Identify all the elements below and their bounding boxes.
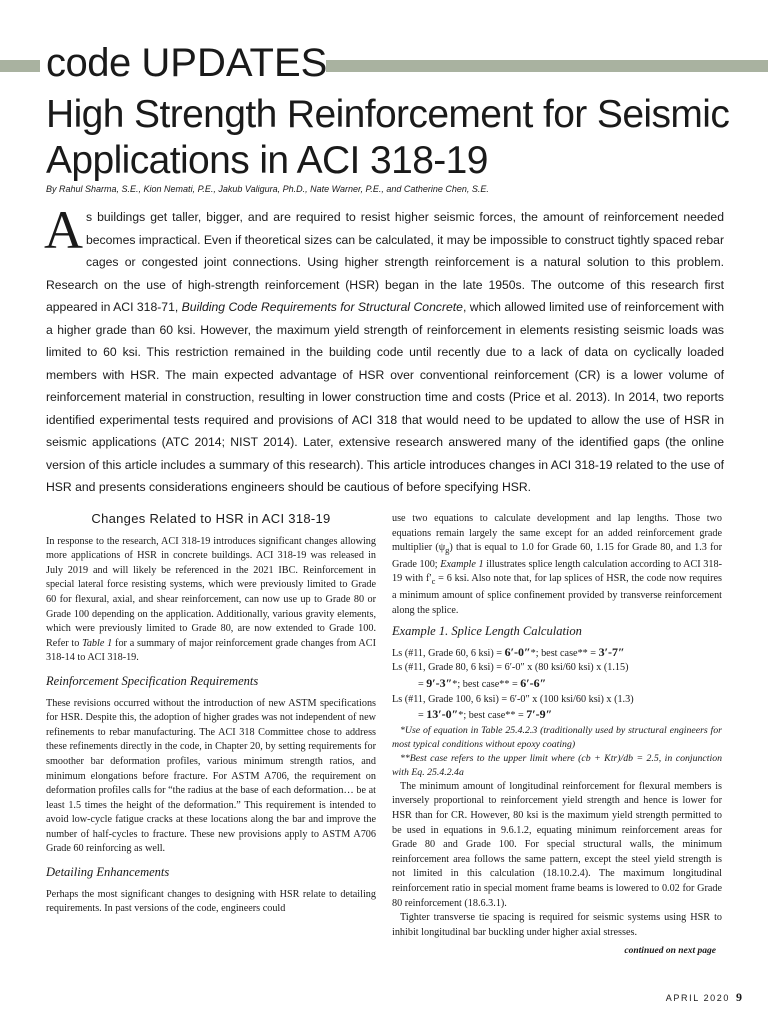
eq3-result: 13′-0″ — [426, 707, 459, 722]
equation-grade-80: Ls (#11, Grade 80, 6 ksi) = 6′-0″ x (80 ksi/60 ksi) x (1.15) — [392, 662, 629, 674]
eq1-best-label: *; best case** = — [530, 647, 599, 659]
eq2-equals: = — [418, 679, 427, 690]
left-paragraph-3: Perhaps the most significant changes to designing with HSR relate to detailing requirements. In past versions of the code, engineers could — [46, 888, 376, 915]
equation-grade-60 — [392, 645, 722, 662]
footnote-equation: *Use of equation in Table 25.4.2.3 (traditionally used by structural engineers for most typical conditions without epoxy coating) — [392, 724, 722, 750]
example-heading: Example 1. Splice Length Calculation — [392, 624, 582, 639]
issue-date: APRIL 2020 — [665, 993, 730, 1003]
equation-grade-100: Ls (#11, Grade 100, 6 ksi) = 6′-0″ x (100 ksi/60 ksi) x (1.3) — [392, 693, 634, 705]
header-rule-right — [326, 60, 768, 72]
table-1-reference: Table 1 — [82, 637, 113, 649]
eq2-best-result: 6′-6″ — [520, 676, 547, 690]
eq1-result: 6′-0″ — [504, 644, 531, 659]
section-header-light: code — [46, 41, 131, 85]
right-paragraph-1 — [392, 512, 722, 618]
equation-grade-100-result — [392, 707, 722, 724]
section-heading: Changes Related to HSR in ACI 318-19 — [91, 511, 331, 526]
header-rule-left — [0, 60, 40, 72]
right-p1-text-a: use two equations to calculate development and lap lengths. Those two equations remain largely the same except for an added reinforcement grade multiplier (ψ — [392, 513, 722, 554]
subheading-detailing: Detailing Enhancements — [46, 865, 170, 880]
page-number: 9 — [736, 990, 742, 1004]
left-column — [46, 512, 376, 917]
equation-grade-80-result — [392, 676, 722, 693]
eq1-text: Ls (#11, Grade 60, 6 ksi) = — [392, 647, 505, 659]
eq3-equals: = — [418, 710, 427, 722]
psi-subscript: g — [445, 545, 450, 556]
eq3-best-label: *; best case** = — [458, 710, 527, 722]
right-p1-text-c: illustrates splice length calculation according to ACI 318-19 with f′ — [392, 558, 722, 585]
drop-cap: A — [44, 200, 83, 260]
section-header-bold: UPDATES — [141, 41, 328, 85]
article-title: High Strength Reinforcement for Seismic Applications in ACI 318-19 — [46, 93, 730, 182]
right-p1-text-b: ) that is equal to 1.0 for Grade 60, 1.15 for Grade 80, and 1.3 for Grade 100; — [392, 542, 722, 570]
section-header — [46, 38, 327, 88]
intro-text-b: , which allowed limited use of reinforcement with a higher grade than 60 ksi. However, the maximum yield strength of reinforcement in elements resisting seismic loads was limited to 60 ksi. This restriction remained in the building code until recently due to a lack of data on cyclically loaded members with HSR. The main expected advantage of HSR over conventional reinforcement (CR) is a lower volume of reinforcement material in construction, resulting in lower construction time and costs (Price et al. 2013). In 2014, two reports identified experimental tests required and provisions of ACI 318 that would need to be updated to allow the use of HSR in seismic applications (ATC 2014; NIST 2014). Later, extensive research answered many of the identified gaps (the online version of this article includes a summary of this research). This article introduces changes in ACI 318-19 related to the use of HSR and presents considerations engineers should be cautious of before specifying HSR. — [46, 300, 725, 494]
right-column — [392, 512, 722, 959]
intro-text-italic: Building Code Requirements for Structural Concrete — [181, 300, 463, 314]
fc-subscript: c — [431, 576, 436, 587]
left-paragraph-1 — [46, 535, 376, 666]
footnote-best-case: **Best case refers to the upper limit where (cb + Ktr)/db = 2.5, in conjunction with Eq. 25.4.2.4a — [392, 752, 722, 778]
eq1-best-result: 3′-7″ — [598, 644, 625, 659]
left-p1-text-b: for a summary of major reinforcement grade changes from ACI 318-14 to ACI 318-19. — [46, 637, 376, 664]
subheading-reinforcement-spec: Reinforcement Specification Requirements — [46, 673, 259, 688]
right-paragraph-3: Tighter transverse tie spacing is required for seismic systems using HSR to inhibit longitudinal bar buckling under higher axial stresses. — [392, 912, 722, 938]
intro-text-a: s buildings get taller, bigger, and are required to resist higher seismic forces, the amount of reinforcement needed becomes impractical. Even if theoretical sizes can be calculated, it may be impossible to construct tightly spaced rebar cages or congested joint connections. Using higher strength reinforcement is a natural solution to this problem. Research on the use of high-strength reinforcement (HSR) began in the late 1950s. The outcome of this research first appeared in ACI 318-71, — [46, 210, 724, 314]
left-p1-text-a: In response to the research, ACI 318-19 introduces significant changes allowing more applications of HSR in concrete buildings. ACI 318-19 was released in July 2019 and will likely be referenced in the 2021 IBC. Reinforcement in special lateral force resisting systems, which were previously limited to Grade 60 for flexural, axial, and shear reinforcement, can now use up to Grade 80 or Grade 100 depending on the application. Additionally, various gravity elements, which were previously limited to Grade 80, are now extended to Grade 100. Refer to — [46, 535, 376, 649]
byline: By Rahul Sharma, S.E., Kion Nemati, P.E., Jakub Valigura, Ph.D., Nate Warner, P.E., and Catherine Chen, S.E. — [46, 184, 489, 194]
eq3-best-result: 7′-9″ — [526, 707, 553, 722]
right-p1-text-d: = 6 ksi. Also note that, for lap splices of HSR, the code now requires a minimum amount of splice confinement provided by transverse reinforcement along the splice. — [392, 573, 722, 616]
intro-paragraph — [44, 200, 725, 499]
eq2-best-label: *; best case** = — [452, 679, 521, 690]
right-paragraph-2: The minimum amount of longitudinal reinforcement for flexural members is inversely proportional to reinforcement yield strength and hence is lower for HSR than for CR. However, 80 ksi is the maximum yield strength permitted to be used in equations in 9.6.1.2, equating minimum reinforcement areas for Grade 80 and Grade 100. For special structural walls, the minimum reinforcement area follows the same pattern, except the steel yield strength is not limited in this calculation (18.10.2.4). The maximum longitudinal reinforcement ratio in special moment frame beams is lowered to 0.02 for Grade 80 reinforcement (18.6.3.1). — [392, 780, 722, 909]
left-paragraph-2: These revisions occurred without the introduction of new ASTM specifications for HSR. Despite this, the adoption of higher grades was not independent of new refinements to rebar manufacturing. The ACI 318 Committee chose to address these refinements directly in the code, in Chapter 20, by setting requirements for smoother bar deformation profiles, various minimum strength ratios, and minimum elongations before fracture. For ASTM A706, the requirement on deformation profiles calls for “the radius at the base of each deformation… be at least 1.5 times the height of the deformation.” This requirement is intended to avoid low-cycle fatigue cracks at these locations along the bar and improve the number of half-cycles to fracture. These new provisions apply to ASTM A706 Grade 60 reinforcing as well. — [46, 697, 376, 855]
example-1-reference: Example 1 — [440, 558, 484, 570]
eq2-result: 9′-3″ — [426, 676, 453, 690]
page-footer — [666, 990, 742, 1005]
continued-note: continued on next page — [624, 946, 716, 957]
